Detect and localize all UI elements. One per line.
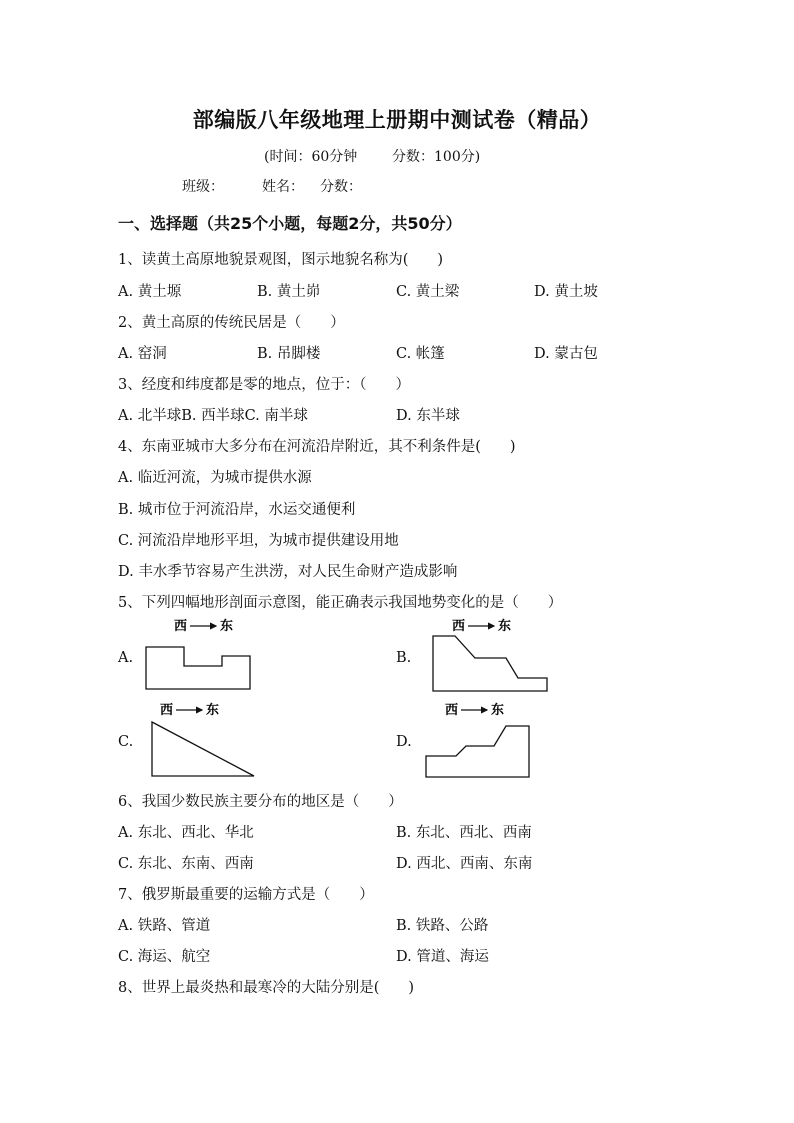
exam-time: (时间：60分钟 bbox=[264, 149, 358, 165]
question-6-option-a: A. 东北、西北、华北 bbox=[118, 825, 254, 841]
question-4-option-d: D. 丰水季节容易产生洪涝，对人民生命财产造成影响 bbox=[118, 564, 458, 580]
name-field-label: 姓名： bbox=[262, 179, 304, 195]
class-field-label: 班级： bbox=[182, 179, 224, 195]
profile-b-shape bbox=[433, 636, 547, 691]
profile-a-east-label: 东 bbox=[220, 619, 234, 634]
question-2-option-a: A. 窑洞 bbox=[118, 346, 167, 362]
question-7-stem: 7、俄罗斯最重要的运输方式是（ ） bbox=[118, 887, 374, 903]
question-5-option-a-label: A. bbox=[118, 650, 134, 666]
profile-b-east-label: 东 bbox=[498, 619, 512, 634]
profile-d bbox=[426, 702, 529, 777]
question-4-option-c: C. 河流沿岸地形平坦，为城市提供建设用地 bbox=[118, 533, 399, 549]
question-5-option-b-label: B. bbox=[396, 650, 412, 666]
question-3-option-abc: A. 北半球B. 西半球C. 南半球 bbox=[118, 408, 308, 424]
question-4-option-b: B. 城市位于河流沿岸，水运交通便利 bbox=[118, 502, 356, 518]
question-7-option-c: C. 海运、航空 bbox=[118, 949, 211, 965]
profile-b-west-label: 西 bbox=[452, 619, 466, 634]
profile-a bbox=[146, 618, 250, 689]
question-2-option-d: D. 蒙古包 bbox=[534, 346, 598, 362]
question-6-option-c: C. 东北、东南、西南 bbox=[118, 856, 254, 872]
profile-d-east-label: 东 bbox=[491, 703, 505, 718]
profile-b bbox=[433, 618, 547, 691]
profile-c bbox=[152, 702, 254, 776]
question-3-stem: 3、经度和纬度都是零的地点，位于：（ ） bbox=[118, 377, 410, 393]
question-5-option-c-label: C. bbox=[118, 734, 134, 750]
question-1-option-c: C. 黄土梁 bbox=[396, 284, 460, 300]
question-1-option-a: A. 黄土塬 bbox=[118, 284, 182, 300]
profile-a-west-label: 西 bbox=[174, 619, 188, 634]
section-title: 一、选择题（共25个小题，每题2分，共50分） bbox=[118, 214, 462, 233]
question-7-option-b: B. 铁路、公路 bbox=[396, 918, 489, 934]
question-8-stem: 8、世界上最炎热和最寒冷的大陆分别是( ) bbox=[118, 980, 415, 996]
question-5-stem: 5、下列四幅地形剖面示意图，能正确表示我国地势变化的是（ ） bbox=[118, 595, 563, 611]
question-4-option-a: A. 临近河流，为城市提供水源 bbox=[118, 470, 312, 486]
question-1-option-b: B. 黄土峁 bbox=[257, 284, 321, 300]
question-6-option-b: B. 东北、西北、西南 bbox=[396, 825, 532, 841]
question-1-option-d: D. 黄土坡 bbox=[534, 284, 598, 300]
question-2-option-c: C. 帐篷 bbox=[396, 346, 445, 362]
question-7-option-a: A. 铁路、管道 bbox=[118, 918, 211, 934]
profile-d-west-label: 西 bbox=[445, 703, 459, 718]
profile-c-west-label: 西 bbox=[160, 703, 174, 718]
profile-a-shape bbox=[146, 647, 250, 689]
profile-c-shape bbox=[152, 722, 254, 776]
question-6-option-d: D. 西北、西南、东南 bbox=[396, 856, 533, 872]
question-5-option-d-label: D. bbox=[396, 734, 412, 750]
question-4-stem: 4、东南亚城市大多分布在河流沿岸附近，其不利条件是( ) bbox=[118, 439, 516, 455]
score-field-label: 分数： bbox=[320, 179, 362, 195]
exam-total-score: 分数：100分) bbox=[392, 149, 481, 165]
profile-d-shape bbox=[426, 726, 529, 777]
question-1-stem: 1、读黄土高原地貌景观图，图示地貌名称为( ) bbox=[118, 252, 444, 268]
page-title: 部编版八年级地理上册期中测试卷（精品） bbox=[192, 108, 602, 132]
question-2-stem: 2、黄土高原的传统民居是（ ） bbox=[118, 315, 345, 331]
question-7-option-d: D. 管道、海运 bbox=[396, 949, 489, 965]
question-3-option-d: D. 东半球 bbox=[396, 408, 460, 424]
profile-c-east-label: 东 bbox=[206, 703, 220, 718]
question-6-stem: 6、我国少数民族主要分布的地区是（ ） bbox=[118, 794, 403, 810]
question-2-option-b: B. 吊脚楼 bbox=[257, 346, 321, 362]
